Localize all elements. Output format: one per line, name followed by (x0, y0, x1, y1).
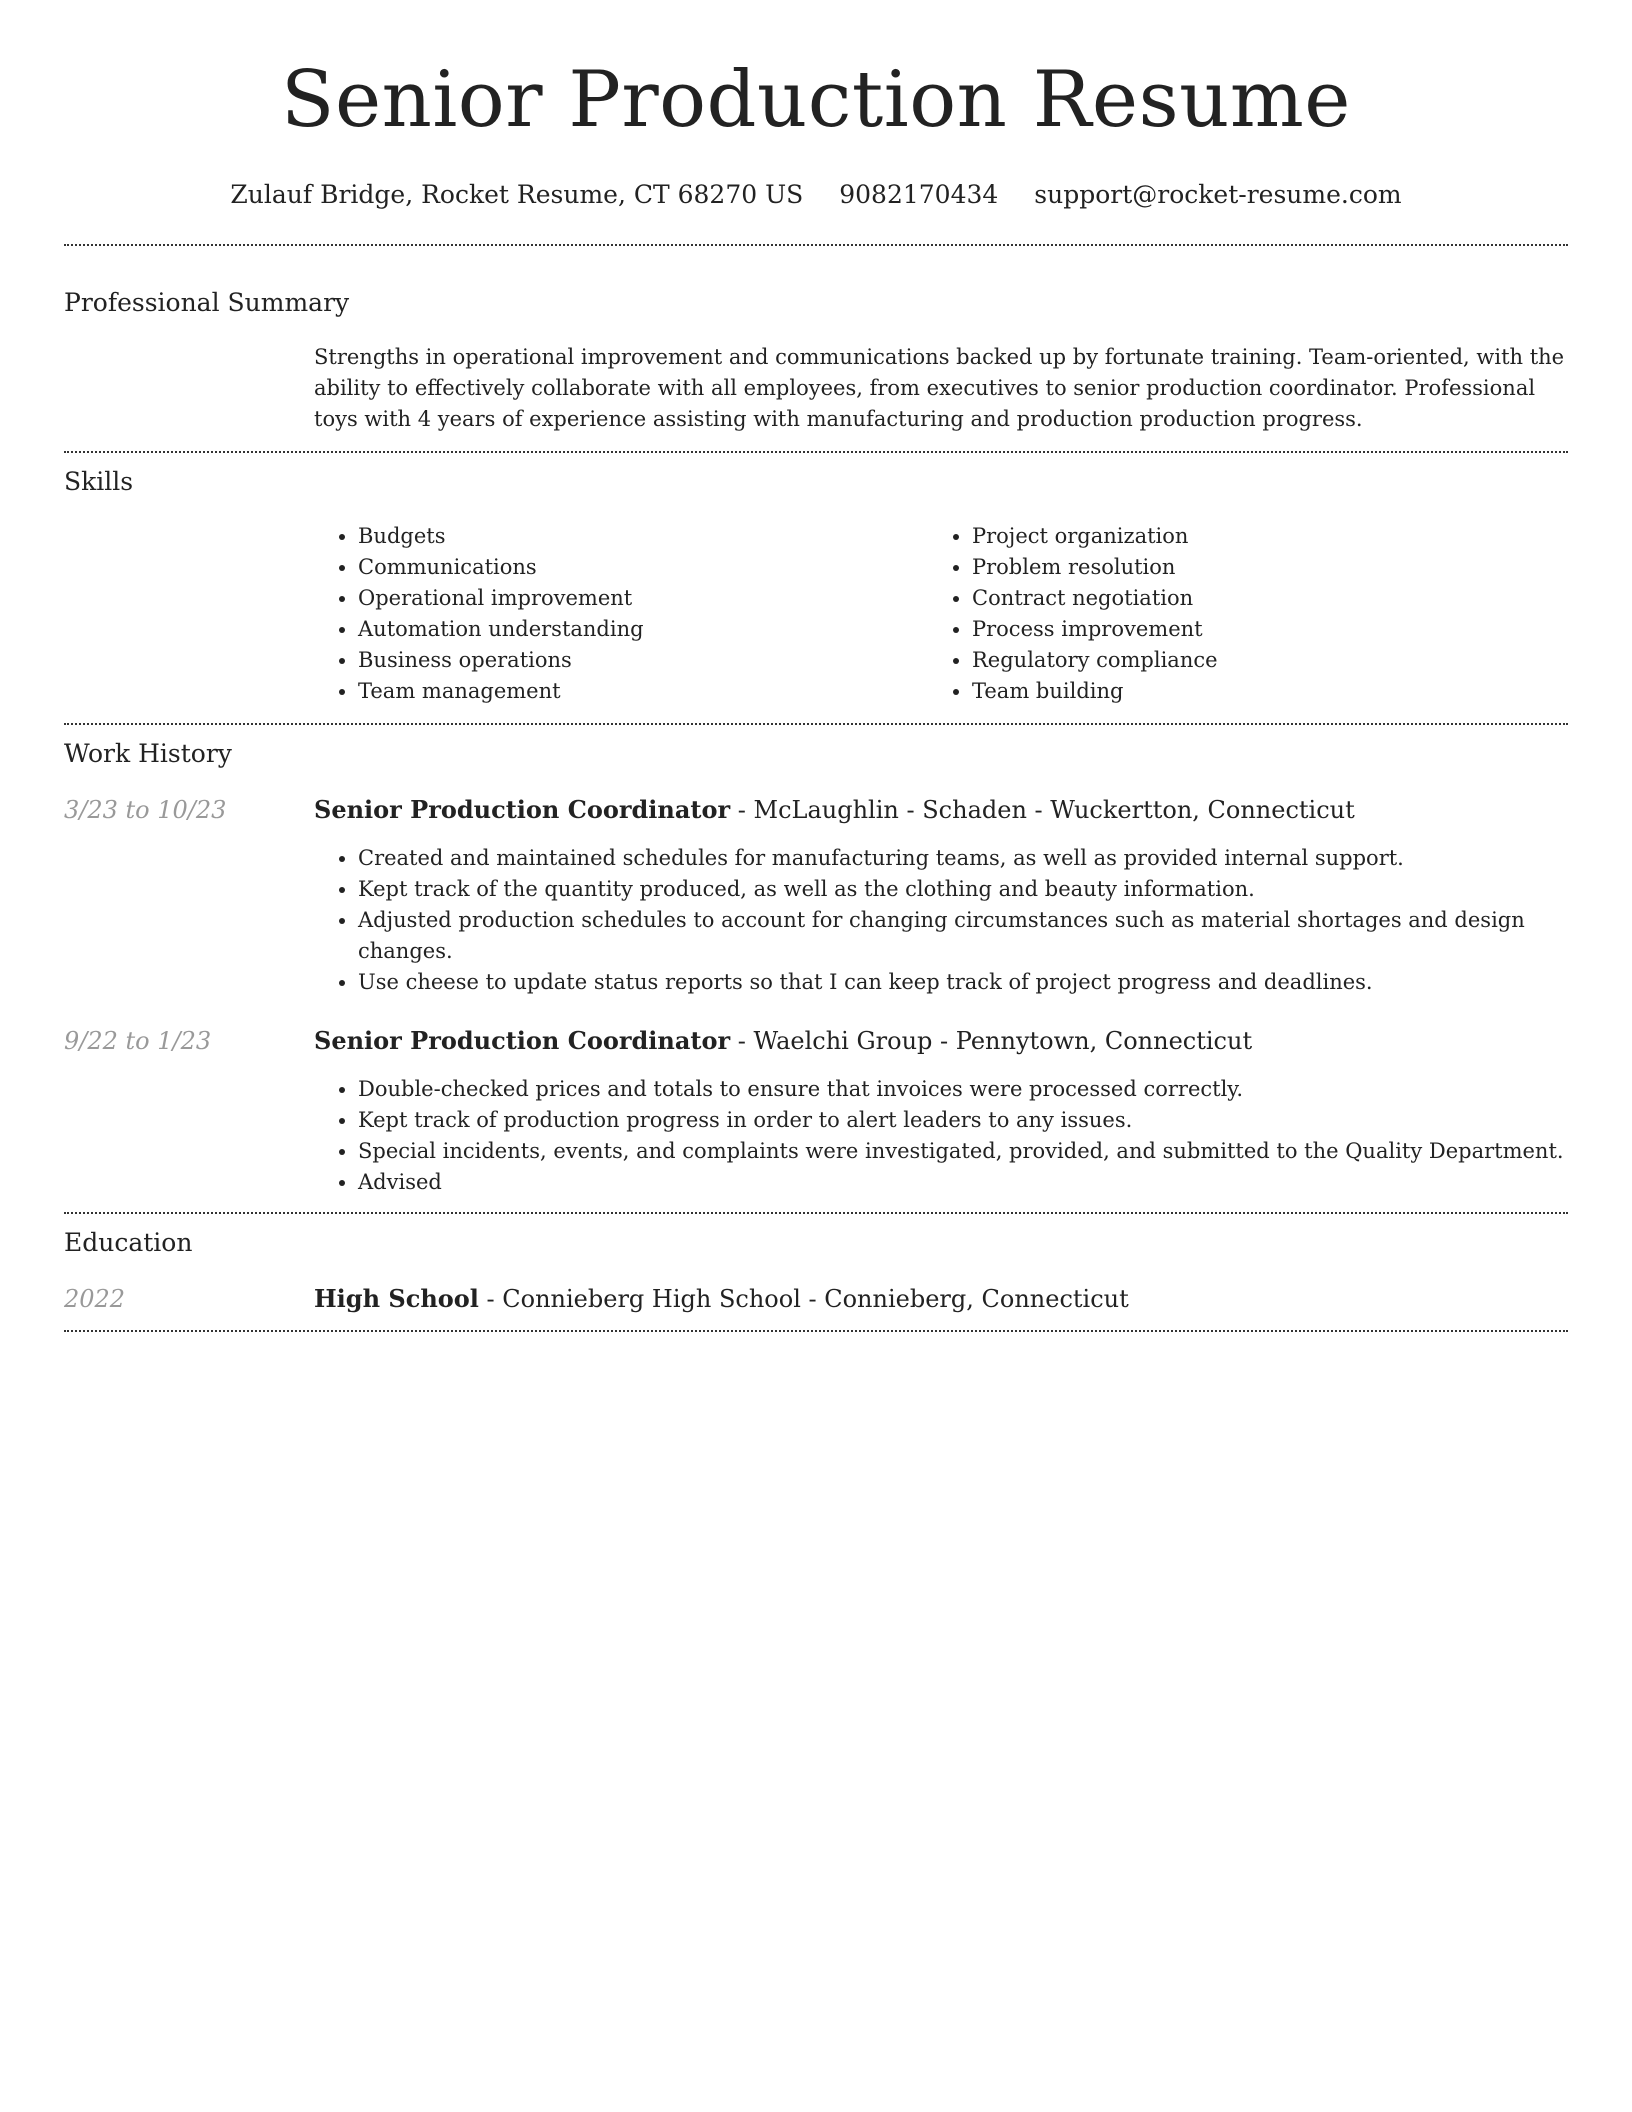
skill-item: • Operational improvement (358, 583, 928, 614)
job-bullet: • Kept track of the quantity produced, as well as the clothing and beauty information. (358, 874, 1568, 905)
job-role: Senior Production Coordinator (314, 795, 731, 824)
skill-item: • Problem resolution (972, 552, 1218, 583)
job-role: Senior Production Coordinator (314, 1026, 731, 1055)
skill-item: • Automation understanding (358, 614, 928, 645)
summary-section (64, 246, 1568, 451)
work-history-heading: Work History (64, 739, 232, 768)
work-history-section (64, 725, 1568, 1212)
skill-item: • Communications (358, 552, 928, 583)
contact-line (64, 180, 1568, 210)
job-bullet: • Advised (358, 1167, 1568, 1198)
job-entry (64, 1026, 1568, 1198)
skill-item: • Budgets (358, 521, 928, 552)
education-school: - Connieberg High School - Connieberg, Connecticut (478, 1285, 1129, 1313)
skills-section (64, 453, 1568, 723)
skill-item: • Process improvement (972, 614, 1218, 645)
job-bullet: • Created and maintained schedules for manufacturing teams, as well as provided internal support. (358, 843, 1568, 874)
job-entry (64, 795, 1568, 998)
job-dates: 9/22 to 1/23 (64, 1027, 212, 1055)
skill-item: • Contract negotiation (972, 583, 1218, 614)
education-entry (64, 1284, 1568, 1330)
job-dates: 3/23 to 10/23 (64, 796, 227, 824)
contact-email: support@rocket-resume.com (1034, 180, 1402, 209)
job-title (314, 795, 1568, 825)
education-degree: High School (314, 1284, 479, 1313)
skills-list-right (928, 521, 1218, 707)
education-section (64, 1214, 1568, 1330)
summary-heading: Professional Summary (64, 288, 350, 317)
contact-address: Zulauf Bridge, Rocket Resume, CT 68270 US (230, 180, 804, 209)
job-bullet: • Use cheese to update status reports so that I can keep track of project progress and deadlines. (358, 967, 1568, 998)
education-title (314, 1284, 1129, 1314)
skills-list-left (314, 521, 928, 707)
job-bullet: • Adjusted production schedules to account for changing circumstances such as material shortages and design changes. (358, 905, 1568, 967)
skill-item: • Team management (358, 676, 928, 707)
job-bullets (314, 1074, 1568, 1198)
education-heading: Education (64, 1228, 193, 1257)
job-title (314, 1026, 1568, 1056)
job-bullet: • Special incidents, events, and complaints were investigated, provided, and submitted to the Quality Department. (358, 1136, 1568, 1167)
skill-item: • Business operations (358, 645, 928, 676)
job-body (314, 795, 1568, 998)
skill-item: • Team building (972, 676, 1218, 707)
education-year: 2022 (64, 1285, 126, 1313)
resume-title: Senior Production Resume (281, 55, 1351, 145)
summary-text: Strengths in operational improvement and communications backed up by fortunate training. Team-oriented, with the ability to effectively collaborate with all employees, from executives to senior production coordinator. Professional toys with 4 years of experience assisting with manufacturing and production production progress. (314, 345, 1565, 431)
job-company: - McLaughlin - Schaden - Wuckertton, Connecticut (730, 796, 1355, 824)
job-body (314, 1026, 1568, 1198)
skill-item: • Regulatory compliance (972, 645, 1218, 676)
job-bullets (314, 843, 1568, 998)
skill-item: • Project organization (972, 521, 1218, 552)
job-bullet: • Double-checked prices and totals to ensure that invoices were processed correctly. (358, 1074, 1568, 1105)
skills-grid (314, 521, 1568, 723)
divider (64, 1330, 1568, 1332)
job-bullet: • Kept track of production progress in order to alert leaders to any issues. (358, 1105, 1568, 1136)
skills-heading: Skills (64, 467, 134, 496)
contact-phone: 9082170434 (839, 180, 999, 209)
job-company: - Waelchi Group - Pennytown, Connecticut (730, 1027, 1253, 1055)
